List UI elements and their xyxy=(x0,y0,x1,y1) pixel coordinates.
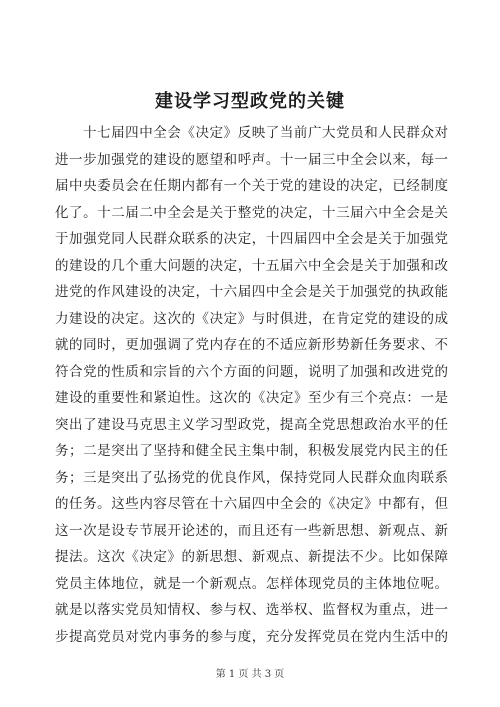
text-line: 的任务。这些内容尽管在十六届四中全会的《决定》中都有，但 xyxy=(55,496,448,512)
text-line: 届中央委员会在任期内都有一个关于党的建设的决定，已经制度 xyxy=(55,178,448,194)
text-line: 提法。这次《决定》的新思想、新观点、新提法不少。比如保障 xyxy=(55,549,448,565)
text-line: 务；二是突出了坚持和健全民主集中制，积极发展党内民主的任 xyxy=(55,443,448,459)
text-line: 就的同时，更加强调了党内存在的不适应新形势新任务要求、不 xyxy=(55,337,448,353)
text-line: 进一步加强党的建设的愿望和呼声。十一届三中全会以来，每一 xyxy=(55,151,448,168)
text-line: 就是以落实党员知情权、参与权、选举权、监督权为重点，进一 xyxy=(55,602,448,618)
text-line: 进党的作风建设的决定，十六届四中全会是关于加强党的执政能 xyxy=(55,284,448,300)
text-line: 化了。十二届二中全会是关于整党的决定，十三届六中全会是关 xyxy=(55,204,448,221)
text-line: 力建设的决定。这次的《决定》与时俱进，在肯定党的建设的成 xyxy=(55,310,448,327)
text-line: 这一次是设专节展开论述的，而且还有一些新思想、新观点、新 xyxy=(55,522,448,539)
text-line: 的建设的几个重大问题的决定，十五届六中全会是关于加强和改 xyxy=(55,257,448,274)
document-body xyxy=(55,120,448,650)
text-line: 务；三是突出了弘扬党的优良作风，保持党同人民群众血肉联系 xyxy=(55,469,448,486)
text-line: 突出了建设马克思主义学习型政党，提高全党思想政治水平的任 xyxy=(55,416,448,433)
document-title: 建设学习型政党的关键 xyxy=(155,91,345,112)
text-line: 步提高党员对党内事务的参与度，充分发挥党员在党内生活中的 xyxy=(55,628,448,645)
text-line: 建设的重要性和紧迫性。这次的《决定》至少有三个亮点：一是 xyxy=(55,390,448,406)
page-footer: 第 1 页 共 3 页 xyxy=(215,669,285,680)
text-line: 党员主体地位，就是一个新观点。怎样体现党员的主体地位呢。 xyxy=(55,575,448,592)
text-line: 符合党的性质和宗旨的六个方面的问题，说明了加强和改进党的 xyxy=(55,363,448,380)
text-line: 于加强党同人民群众联系的决定，十四届四中全会是关于加强党 xyxy=(55,231,448,247)
text-line: 十七届四中全会《决定》反映了当前广大党员和人民群众对 xyxy=(83,125,448,141)
